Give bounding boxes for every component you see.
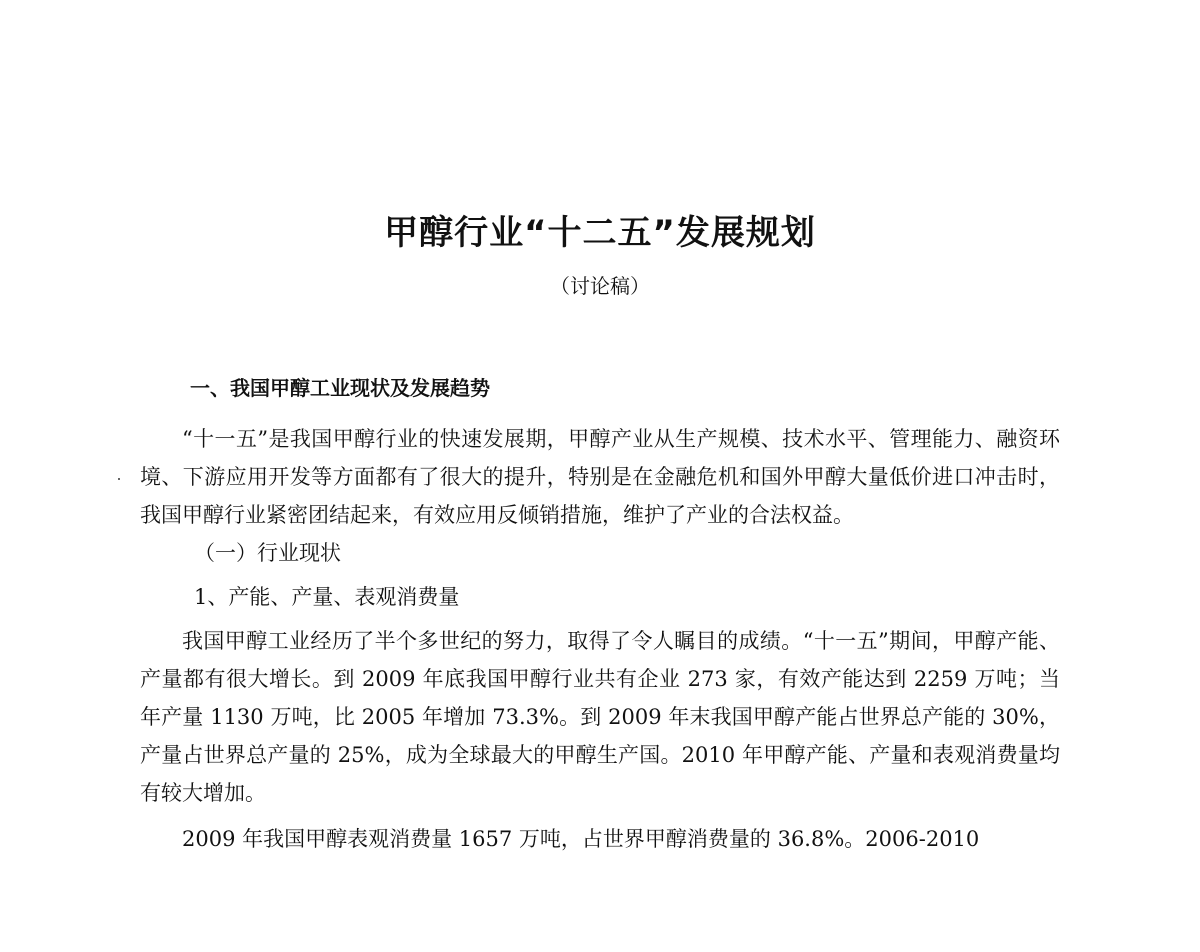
section-body: [140, 420, 1060, 858]
section-heading: 一、我国甲醇工业现状及发展趋势: [190, 376, 490, 400]
page-title: 甲醇行业“十二五”发展规划: [384, 213, 816, 253]
page-subtitle: （讨论稿）: [550, 274, 650, 298]
paragraph-consumption-partial: 2009 年我国甲醇表观消费量 1657 万吨，占世界甲醇消费量的 36.8%。2006-2010: [182, 827, 980, 851]
scan-speck: [118, 478, 120, 480]
paragraph-capacity-details: 我国甲醇工业经历了半个多世纪的努力，取得了令人瞩目的成绩。“十一五”期间，甲醇产能、产量都有很大增长。到 2009 年底我国甲醇行业共有企业 273 家，有效产能达到 2259 万吨；当年产量 1130 万吨，比 2005 年增加 73.3%。到 2009 年末我国甲醇产能占世界总产能的 30%，产量占世界总产量的 25%，成为全球最大的甲醇生产国。2010 年甲醇产能、产量和表观消费量均有较大增加。: [140, 629, 1060, 805]
subheading-capacity-output: 1、产能、产量、表观消费量: [194, 585, 460, 609]
subheading-industry-status: （一）行业现状: [194, 541, 341, 565]
paragraph-intro: “十一五”是我国甲醇行业的快速发展期，甲醇产业从生产规模、技术水平、管理能力、融资环境、下游应用开发等方面都有了很大的提升，特别是在金融危机和国外甲醇大量低价进口冲击时，我国甲醇行业紧密团结起来，有效应用反倾销措施，维护了产业的合法权益。: [140, 427, 1060, 527]
